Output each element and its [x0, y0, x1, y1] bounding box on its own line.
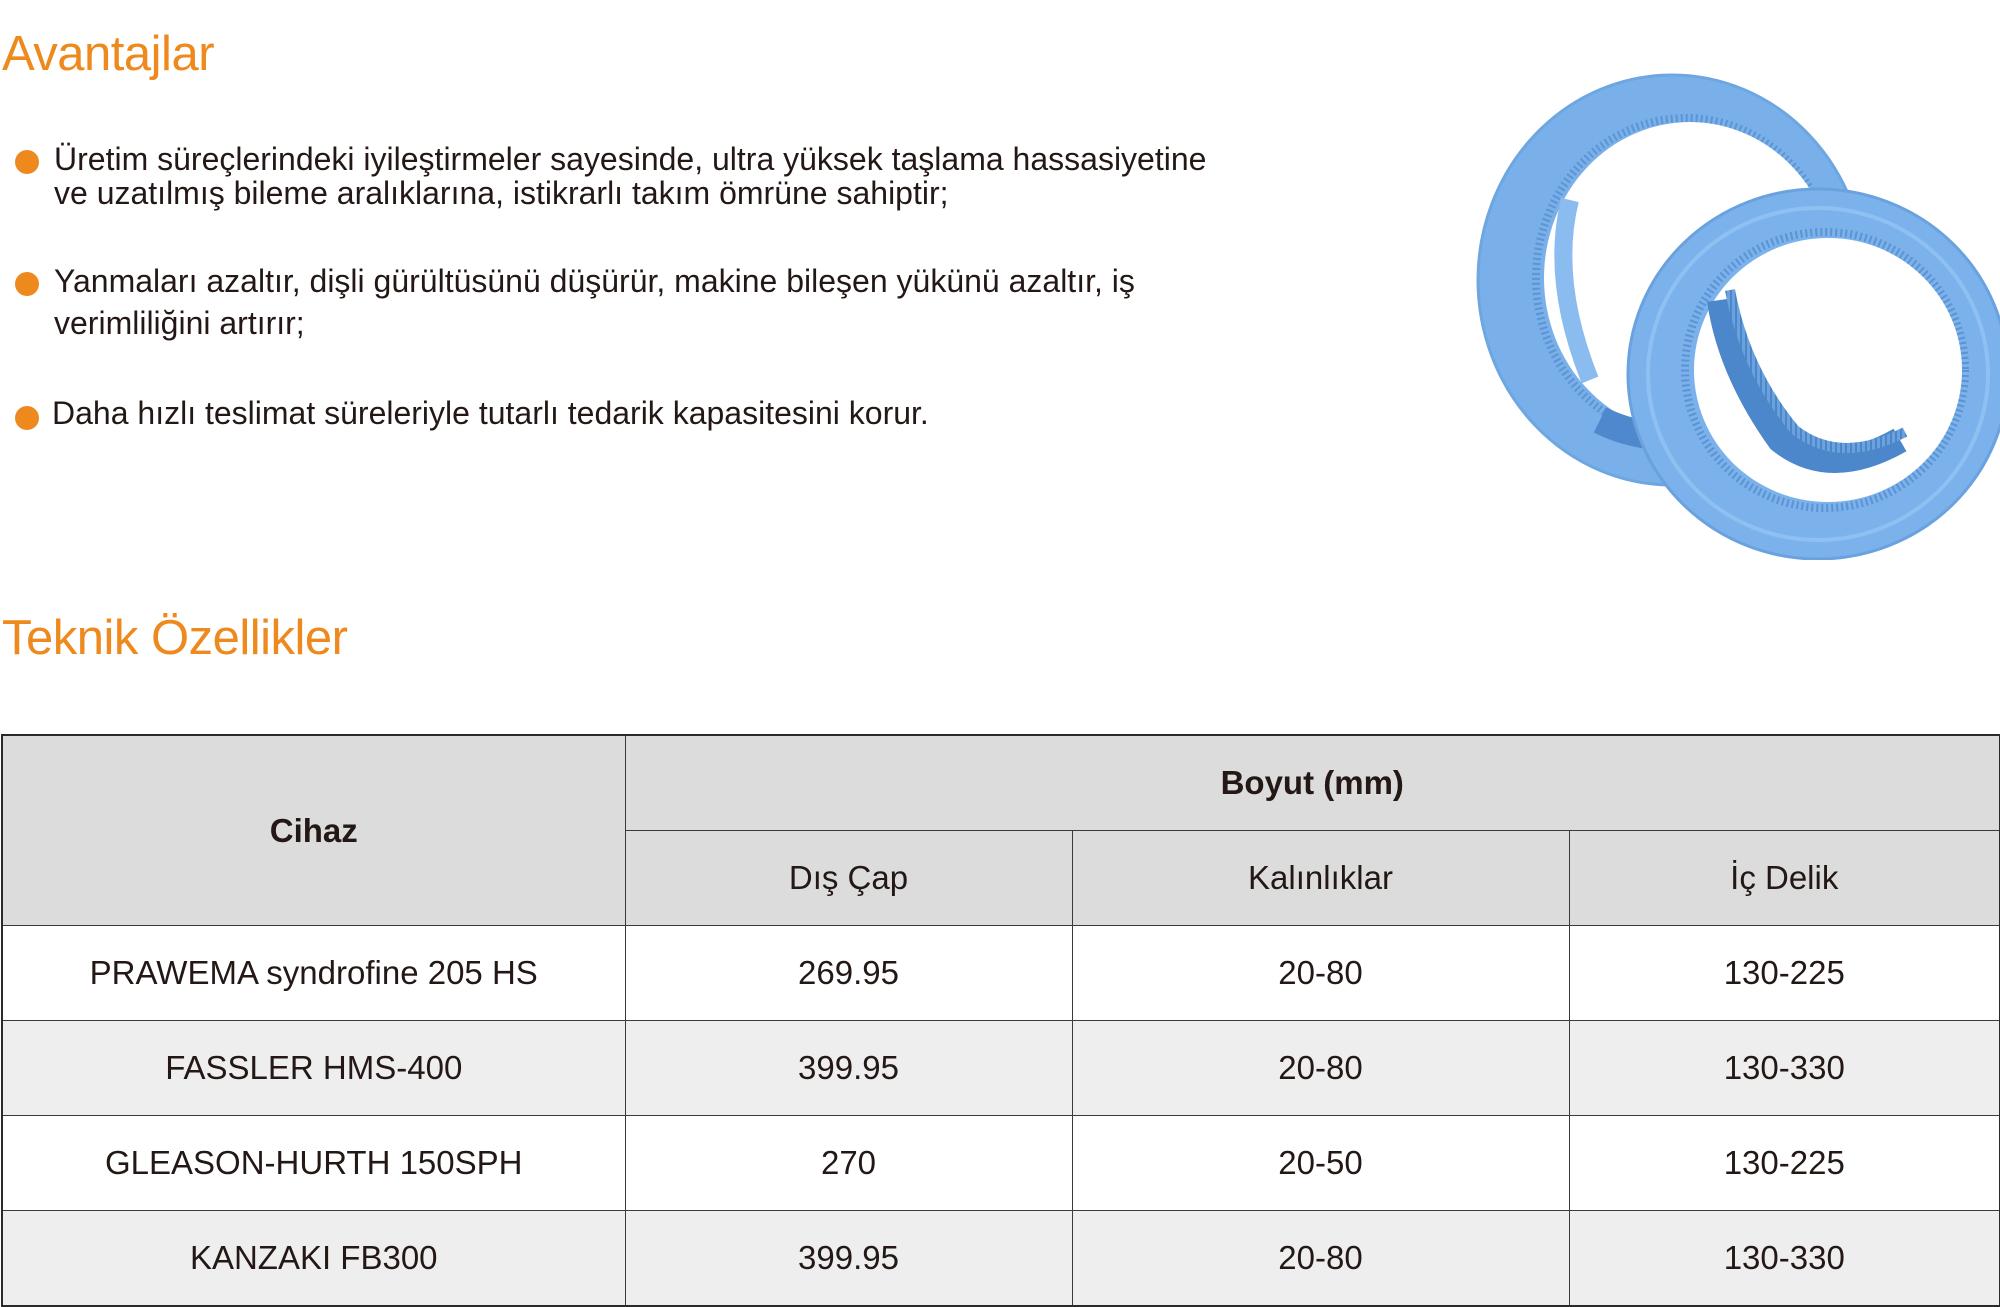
cell-device: GLEASON-HURTH 150SPH — [2, 1116, 625, 1211]
cell-device: KANZAKI FB300 — [2, 1211, 625, 1307]
cell-outer-diameter: 270 — [625, 1116, 1072, 1211]
advantage-text — [52, 394, 929, 432]
cell-outer-diameter: 399.95 — [625, 1021, 1072, 1116]
table-row — [2, 1021, 2000, 1116]
table-row — [2, 1211, 2000, 1307]
advantage-text — [54, 260, 1135, 344]
header-bore: İç Delik — [1569, 831, 2000, 926]
cell-bore: 130-225 — [1569, 926, 2000, 1021]
cell-bore: 130-225 — [1569, 1116, 2000, 1211]
cell-bore: 130-330 — [1569, 1211, 2000, 1307]
orange-bullet-icon — [15, 406, 39, 430]
header-outer-diameter: Dış Çap — [625, 831, 1072, 926]
cell-device: PRAWEMA syndrofine 205 HS — [2, 926, 625, 1021]
table-row — [2, 926, 2000, 1021]
table-row — [2, 1116, 2000, 1211]
orange-bullet-icon — [15, 272, 39, 296]
grinding-wheel-rings-image — [1400, 40, 2000, 560]
cell-device: FASSLER HMS-400 — [2, 1021, 625, 1116]
advantage-text — [54, 142, 1206, 210]
advantage-line: verimliliğini artırır; — [54, 305, 305, 341]
cell-outer-diameter: 399.95 — [625, 1211, 1072, 1307]
advantage-line: Daha hızlı teslimat süreleriyle tutarlı tedarik kapasitesini korur. — [52, 395, 929, 431]
cell-thickness: 20-50 — [1072, 1116, 1569, 1211]
specs-table — [1, 734, 2000, 1307]
header-size-group: Boyut (mm) — [625, 735, 2000, 831]
advantage-line: ve uzatılmış bileme aralıklarına, istikrarlı takım ömrüne sahiptir; — [54, 175, 949, 211]
specs-title: Teknik Özellikler — [2, 611, 348, 665]
cell-thickness: 20-80 — [1072, 926, 1569, 1021]
header-thickness: Kalınlıklar — [1072, 831, 1569, 926]
cell-bore: 130-330 — [1569, 1021, 2000, 1116]
advantage-line: Yanmaları azaltır, dişli gürültüsünü düşürür, makine bileşen yükünü azaltır, iş — [54, 263, 1135, 299]
cell-thickness: 20-80 — [1072, 1021, 1569, 1116]
advantages-list — [0, 0, 1380, 460]
advantage-line: Üretim süreçlerindeki iyileştirmeler sayesinde, ultra yüksek taşlama hassasiyetine — [54, 141, 1207, 177]
cell-thickness: 20-80 — [1072, 1211, 1569, 1307]
advantages-title: Avantajlar — [2, 27, 215, 81]
orange-bullet-icon — [15, 150, 39, 174]
header-device: Cihaz — [2, 735, 625, 926]
cell-outer-diameter: 269.95 — [625, 926, 1072, 1021]
small-ring — [1628, 189, 2000, 559]
table-header-row — [2, 735, 2000, 831]
